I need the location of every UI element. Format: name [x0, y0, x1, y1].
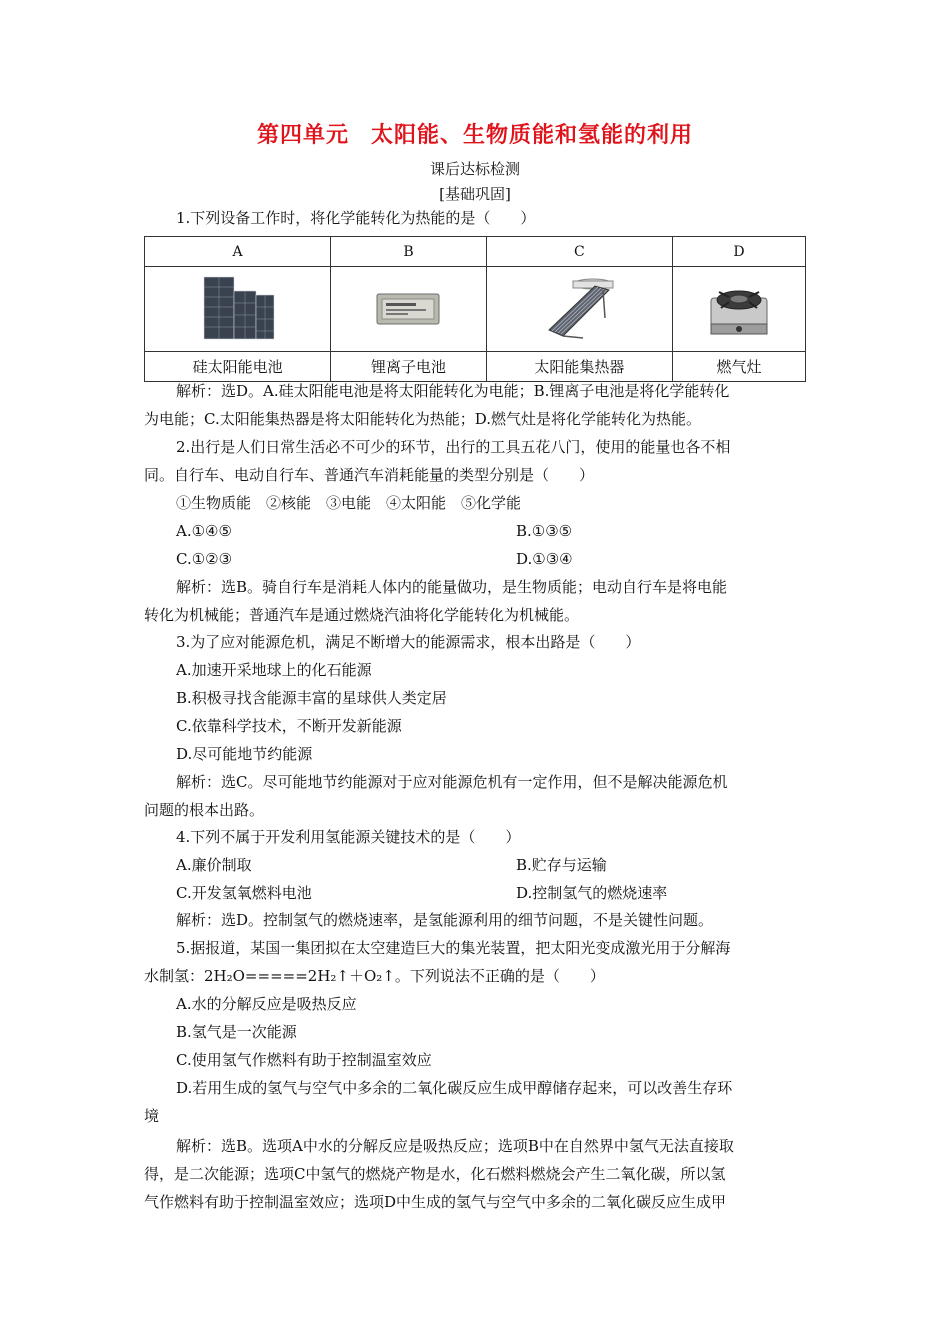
- q2-option-d: D.①③④: [516, 550, 573, 568]
- q3-option-c: C.依靠科学技术，不断开发新能源: [176, 717, 402, 735]
- q5-stem-line: 5.据报道，某国一集团拟在太空建造巨大的集光装置，把太阳光变成激光用于分解海: [176, 939, 731, 957]
- q2-stem-line: 2.出行是人们日常生活必不可少的环节，出行的工具五花八门，使用的能量也各不相: [176, 438, 731, 456]
- q2-option-b: B.①③⑤: [516, 522, 573, 540]
- q1-image-cell-b: [331, 267, 487, 352]
- q4-option-b: B.贮存与运输: [516, 856, 607, 874]
- q1-label-b: 锂离子电池: [331, 352, 487, 382]
- q2-stem-line: 同。自行车、电动自行车、普通汽车消耗能量的类型分别是（ ）: [144, 466, 595, 484]
- solar-water-heater-image: [543, 278, 615, 340]
- q5-analysis-line: 气作燃料有助于控制温室效应；选项D中生成的氢气与空气中多余的二氧化碳反应生成甲: [144, 1193, 727, 1211]
- q5-option-a: A.水的分解反应是吸热反应: [176, 995, 357, 1013]
- q2-analysis-line: 解析：选B。骑自行车是消耗人体内的能量做功，是生物质能；电动自行车是将电能: [176, 578, 728, 596]
- subtitle: 课后达标检测: [429, 160, 520, 178]
- q1-analysis-line: 解析：选D。A.硅太阳能电池是将太阳能转化为电能；B.锂离子电池是将化学能转化: [176, 382, 730, 400]
- q5-option-b: B.氢气是一次能源: [176, 1023, 297, 1041]
- q3-analysis-line: 问题的根本出路。: [144, 801, 265, 819]
- q5-option-d-cont: 境: [144, 1107, 160, 1125]
- page-title: [0, 118, 950, 149]
- q4-stem: 4.下列不属于开发利用氢能源关键技术的是（ ）: [176, 828, 521, 846]
- q1-stem: 1.下列设备工作时，将化学能转化为热能的是（ ）: [176, 209, 536, 227]
- q5-option-d: D.若用生成的氢气与空气中多余的二氧化碳反应生成甲醇储存起来，可以改善生存环: [176, 1079, 733, 1097]
- q1-image-cell-d: [672, 267, 805, 352]
- q1-header-c: C: [486, 237, 672, 267]
- q3-option-a: A.加速开采地球上的化石能源: [176, 661, 372, 679]
- q2-option-c: C.①②③: [176, 550, 233, 568]
- title-unit: 第四单元: [256, 123, 349, 148]
- q1-options-table: [144, 236, 806, 382]
- q4-option-d: D.控制氢气的燃烧速率: [516, 884, 668, 902]
- q1-header-a: A: [145, 237, 331, 267]
- q5-option-c: C.使用氢气作燃料有助于控制温室效应: [176, 1051, 432, 1069]
- q4-option-c: C.开发氢氧燃料电池: [176, 884, 312, 902]
- q3-option-d: D.尽可能地节约能源: [176, 745, 313, 763]
- title-topic: 太阳能、生物质能和氢能的利用: [371, 123, 694, 148]
- q1-label-c: 太阳能集热器: [486, 352, 672, 382]
- q1-image-cell-c: [486, 267, 672, 352]
- q1-label-a: 硅太阳能电池: [145, 352, 331, 382]
- q3-option-b: B.积极寻找含能源丰富的星球供人类定居: [176, 689, 447, 707]
- q2-items: ①生物质能 ②核能 ③电能 ④太阳能 ⑤化学能: [176, 494, 522, 512]
- q2-analysis-line: 转化为机械能；普通汽车是通过燃烧汽油将化学能转化为机械能。: [144, 606, 580, 624]
- lithium-battery-image: [376, 292, 440, 326]
- q5-stem-line: 水制氢：2H₂O=====2H₂↑＋O₂↑。下列说法不正确的是（ ）: [144, 967, 605, 985]
- q4-option-a: A.廉价制取: [176, 856, 252, 874]
- section-label: [基础巩固]: [439, 185, 511, 203]
- q4-analysis: 解析：选D。控制氢气的燃烧速率，是氢能源利用的细节问题，不是关键性问题。: [176, 911, 714, 929]
- solar-panel-image: [198, 275, 278, 343]
- q1-analysis-line: 为电能；C.太阳能集热器是将太阳能转化为热能；D.燃气灶是将化学能转化为热能。: [144, 410, 701, 428]
- gas-stove-image: [707, 280, 771, 338]
- q5-analysis-line: 解析：选B。选项A中水的分解反应是吸热反应；选项B中在自然界中氢气无法直接取: [176, 1137, 734, 1155]
- q1-header-d: D: [672, 237, 805, 267]
- q2-option-a: A.①④⑤: [176, 522, 232, 540]
- q1-image-cell-a: [145, 267, 331, 352]
- q1-label-d: 燃气灶: [672, 352, 805, 382]
- q3-stem: 3.为了应对能源危机，满足不断增大的能源需求，根本出路是（ ）: [176, 633, 641, 651]
- q5-analysis-line: 得，是二次能源；选项C中氢气的燃烧产物是水，化石燃料燃烧会产生二氧化碳，所以氢: [144, 1165, 726, 1183]
- q1-header-b: B: [331, 237, 487, 267]
- q3-analysis-line: 解析：选C。尽可能地节约能源对于应对能源危机有一定作用，但不是解决能源危机: [176, 773, 728, 791]
